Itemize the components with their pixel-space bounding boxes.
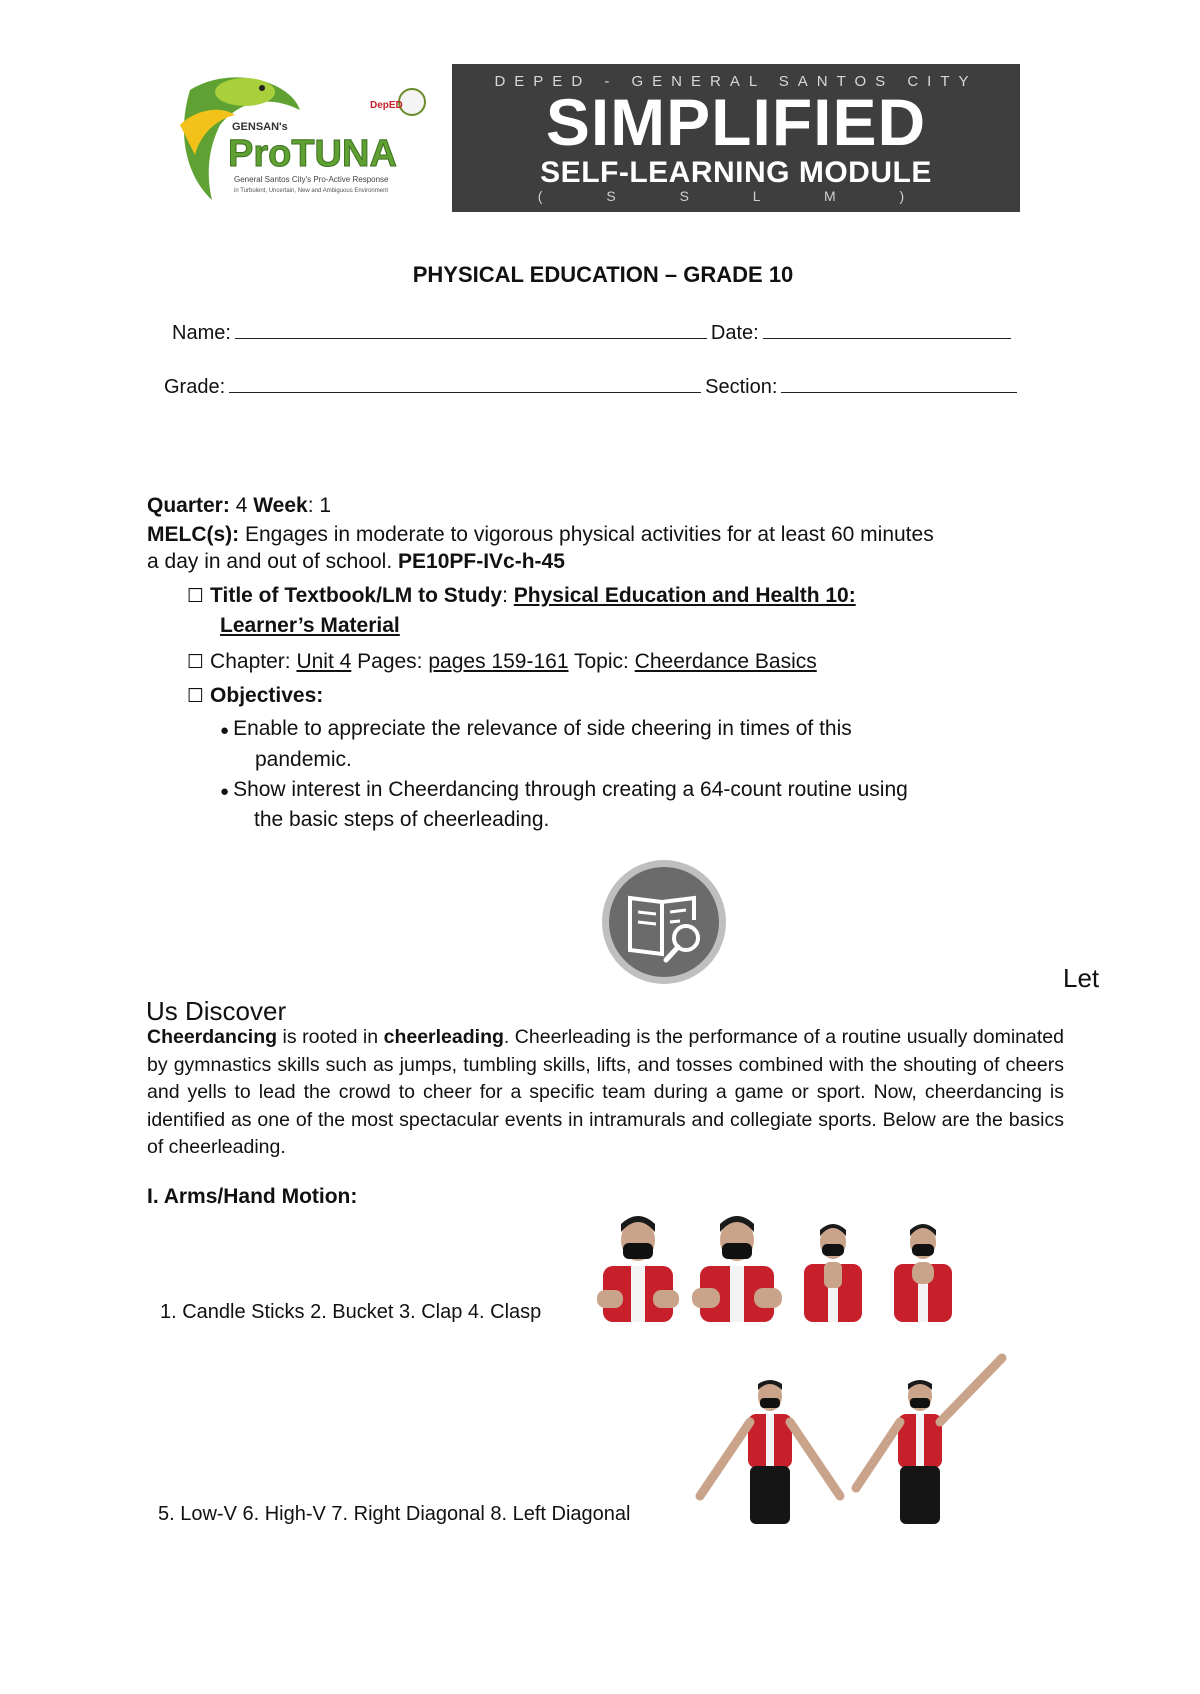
- clasp-figure: [890, 1220, 956, 1322]
- melc-label: MELC(s):: [147, 523, 240, 546]
- quarter-week-line: [147, 492, 331, 520]
- textbook-value-2: Learner’s Material: [220, 614, 400, 637]
- low-v-figure: [692, 1378, 848, 1524]
- checkbox-icon: ☐: [187, 686, 205, 707]
- protuna-tagline: General Santos City's Pro-Active Response: [234, 175, 389, 184]
- name-field[interactable]: [235, 337, 707, 339]
- banner-sub-text: SELF-LEARNING MODULE: [540, 156, 932, 189]
- textbook-label: Title of Textbook/LM to Study: [210, 584, 503, 607]
- discover-heading-part1: Let: [1063, 963, 1100, 993]
- bucket-figure: [690, 1210, 784, 1322]
- chapter-value: Unit 4: [296, 650, 352, 673]
- protuna-logo: [150, 70, 450, 210]
- clap-figure: [800, 1220, 866, 1322]
- checkbox-icon: ☐: [187, 652, 205, 673]
- bullet-icon: ●: [220, 783, 230, 800]
- banner-top-text: DEPED - GENERAL SANTOS CITY: [494, 73, 978, 90]
- pages-label: Pages:: [357, 650, 423, 673]
- section-label: Section:: [705, 376, 778, 398]
- grade-section-row: [164, 376, 1021, 399]
- arm-motion-caption-2: 5. Low-V 6. High-V 7. Right Diagonal 8. Left Diagonal: [158, 1503, 631, 1525]
- objective-2: [220, 776, 908, 806]
- deped-seal-icon: [399, 89, 425, 115]
- objective-1-cont: [255, 746, 352, 774]
- objective-1-text-b: pandemic.: [255, 748, 352, 771]
- textbook-line: [187, 582, 856, 611]
- chapter-label: Chapter:: [210, 650, 291, 673]
- melc-text-1: Engages in moderate to vigorous physical activities for at least 60 minutes: [245, 523, 934, 546]
- melc-code: PE10PF-IVc-h-45: [398, 550, 565, 573]
- checkbox-icon: ☐: [187, 586, 205, 607]
- term-cheerleading: cheerleading: [383, 1026, 504, 1048]
- book-search-icon: [600, 858, 728, 986]
- textbook-colon: :: [502, 584, 508, 607]
- bullet-icon: ●: [220, 722, 230, 739]
- banner-acronym: ( S S L M ): [537, 188, 935, 204]
- paragraph-text-1: is rooted in: [277, 1026, 384, 1048]
- textbook-line-2: [220, 612, 400, 640]
- protuna-tagline-2: in Turbulent, Uncertain, New and Ambiguous Environment: [234, 188, 389, 194]
- name-label: Name:: [172, 322, 231, 344]
- section-field[interactable]: [781, 391, 1017, 393]
- melc-line-2: [147, 548, 565, 576]
- term-cheerdancing: Cheerdancing: [147, 1026, 278, 1048]
- document-title: PHYSICAL EDUCATION – GRADE 10: [412, 262, 794, 287]
- objective-2-text-a: Show interest in Cheerdancing through creating a 64-count routine using: [233, 778, 908, 801]
- deped-seal-text: DepED: [370, 100, 403, 111]
- topic-value: Cheerdance Basics: [634, 650, 817, 673]
- candle-sticks-figure: [595, 1210, 681, 1322]
- discover-paragraph: [147, 1024, 1064, 1162]
- grade-field[interactable]: [229, 391, 701, 393]
- objectives-heading: [187, 682, 323, 711]
- quarter-value: 4: [235, 494, 248, 517]
- objective-1: [220, 715, 852, 745]
- pages-value: pages 159-161: [428, 650, 569, 673]
- chapter-line: [187, 648, 817, 677]
- melc-text-2: a day in and out of school.: [147, 550, 393, 573]
- sslm-banner: [452, 64, 1020, 212]
- grade-label: Grade:: [164, 376, 226, 398]
- right-diagonal-figure: [850, 1350, 1010, 1524]
- objectives-label: Objectives:: [210, 684, 324, 707]
- discover-heading-part2: Us Discover: [146, 996, 287, 1026]
- week-value: : 1: [307, 494, 332, 517]
- topic-label: Topic:: [573, 650, 629, 673]
- protuna-logo-top: GENSAN's: [232, 121, 288, 133]
- section-1-heading: I. Arms/Hand Motion:: [147, 1185, 358, 1208]
- textbook-value-1: Physical Education and Health 10:: [513, 584, 856, 607]
- objective-2-cont: [254, 806, 549, 834]
- banner-main-text: SIMPLIFIED: [545, 85, 927, 159]
- melc-line-1: [147, 521, 934, 549]
- week-label: Week: [253, 494, 308, 517]
- name-date-row: [172, 322, 1015, 345]
- protuna-logo-text: ProTUNA: [228, 133, 397, 175]
- objective-1-text-a: Enable to appreciate the relevance of side cheering in times of this: [233, 717, 852, 740]
- arm-motion-caption-1: 1. Candle Sticks 2. Bucket 3. Clap 4. Clasp: [160, 1301, 542, 1323]
- quarter-label: Quarter:: [147, 494, 230, 517]
- paragraph-text-2: . Cheerleading is the performance of a routine usually dominated by gymnastics skills such as jumps, tumbling skills, lifts, and tosses combined with the shouting of cheers and yells to lead the crowd to cheer for a specific team during a game or sport. Now, cheerdancing is identified as one of the most spectacular events in intramurals and collegiate sports. Below are the basics of cheerleading.: [147, 1026, 1064, 1158]
- objective-2-text-b: the basic steps of cheerleading.: [254, 808, 550, 831]
- date-field[interactable]: [763, 337, 1011, 339]
- date-label: Date:: [710, 322, 759, 344]
